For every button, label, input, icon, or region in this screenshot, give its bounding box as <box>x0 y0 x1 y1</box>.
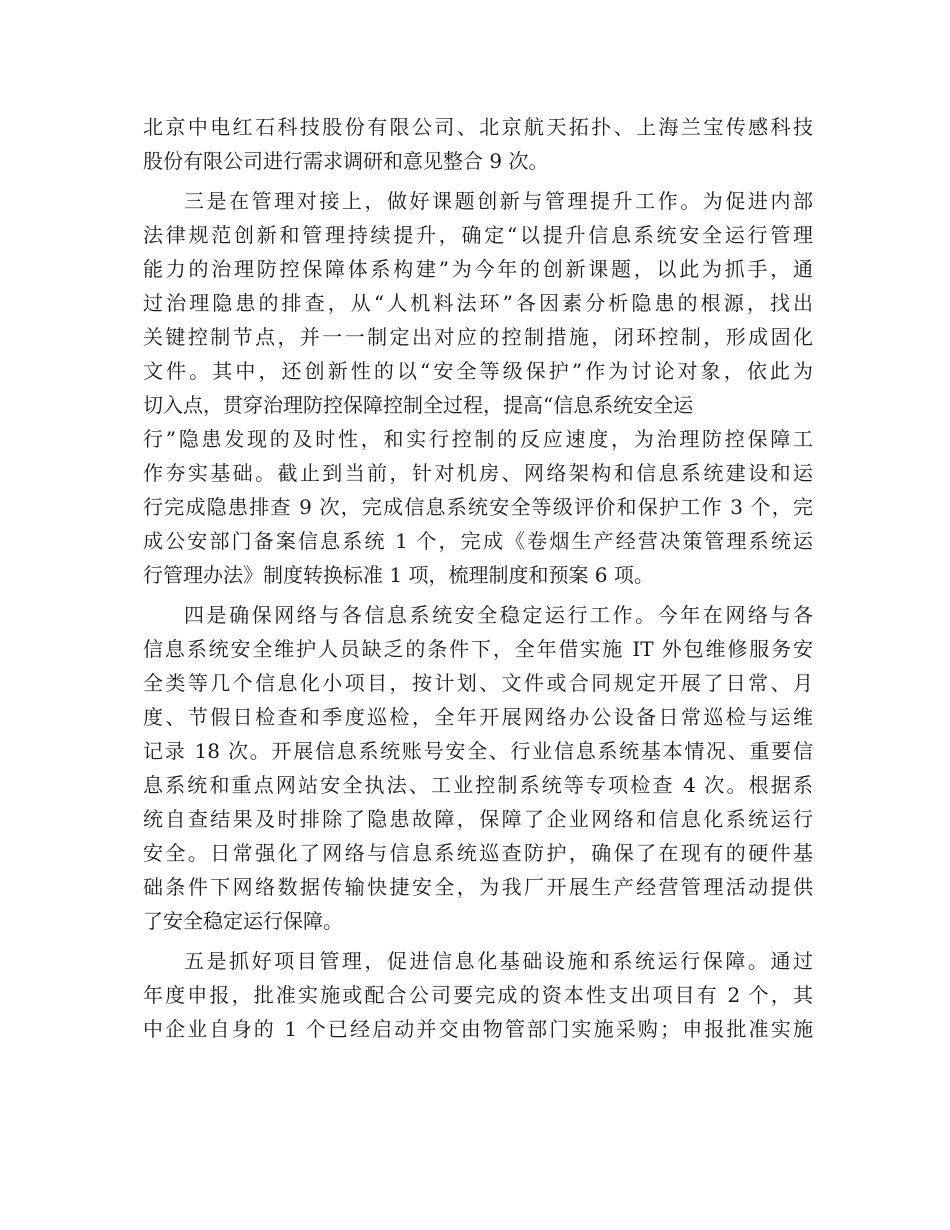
text-line: 能力的治理防控保障体系构建”为今年的创新课题，以此为抓手，通 <box>143 257 813 281</box>
paragraph <box>143 184 813 592</box>
text-line: 统自查结果及时排除了隐患故障，保障了企业网络和信息化系统运行 <box>143 807 813 831</box>
text-line: 础条件下网络数据传输快捷安全，为我厂开展生产经营管理活动提供 <box>143 875 813 899</box>
text-line: 度、节假日检查和季度巡检，全年开展网络办公设备日常巡检与运维 <box>143 705 813 729</box>
body-text <box>143 110 813 1046</box>
text-line: 关键控制节点，并一一制定出对应的控制措施，闭环控制，形成固化 <box>143 325 813 349</box>
text-line: 息系统和重点网站安全执法、工业控制系统等专项检查 4 次。根据系 <box>143 773 813 797</box>
text-line: 信息系统安全维护人员缺乏的条件下，全年借实施 IT 外包维修服务安 <box>143 637 813 661</box>
text-line: 北京中电红石科技股份有限公司、北京航天拓扑、上海兰宝传感科技 <box>143 115 813 139</box>
text-line: 作夯实基础。截止到当前，针对机房、网络架构和信息系统建设和运 <box>143 461 813 485</box>
text-line: 年度申报，批准实施或配合公司要完成的资本性支出项目有 2 个，其 <box>143 983 813 1007</box>
paragraph <box>143 110 813 178</box>
text-line: 全类等几个信息化小项目，按计划、文件或合同规定开展了日常、月 <box>143 671 813 695</box>
text-line: 五是抓好项目管理，促进信息化基础设施和系统运行保障。通过 <box>184 949 813 973</box>
text-line: 文件。其中，还创新性的以“安全等级保护”作为讨论对象，依此为 <box>143 359 813 383</box>
text-line: 法律规范创新和管理持续提升，确定“以提升信息系统安全运行管理 <box>143 223 813 247</box>
text-line: 安全。日常强化了网络与信息系统巡查防护，确保了在现有的硬件基 <box>143 841 813 865</box>
text-line: 三是在管理对接上，做好课题创新与管理提升工作。为促进内部 <box>184 189 813 213</box>
text-line: 切入点，贯穿治理防控保障控制全过程，提高“信息系统安全运 <box>143 393 694 417</box>
text-line: 行完成隐患排查 9 次，完成信息系统安全等级评价和保护工作 3 个，完 <box>143 495 813 519</box>
paragraph <box>143 944 813 1046</box>
text-line: 了安全稳定运行保障。 <box>143 909 343 933</box>
text-line: 中企业自身的 1 个已经启动并交由物管部门实施采购；申报批准实施 <box>143 1017 813 1041</box>
text-line: 行管理办法》制度转换标准 1 项，梳理制度和预案 6 项。 <box>143 563 654 587</box>
paragraph <box>143 598 813 938</box>
text-line: 行”隐患发现的及时性，和实行控制的反应速度，为治理防控保障工 <box>143 427 813 451</box>
text-line: 四是确保网络与各信息系统安全稳定运行工作。今年在网络与各 <box>184 603 813 627</box>
text-line: 股份有限公司进行需求调研和意见整合 9 次。 <box>143 149 549 173</box>
text-line: 过治理隐患的排查，从“人机料法环”各因素分析隐患的根源，找出 <box>143 291 813 315</box>
text-line: 记录 18 次。开展信息系统账号安全、行业信息系统基本情况、重要信 <box>143 739 813 763</box>
text-line: 成公安部门备案信息系统 1 个，完成《卷烟生产经营决策管理系统运 <box>143 529 813 553</box>
